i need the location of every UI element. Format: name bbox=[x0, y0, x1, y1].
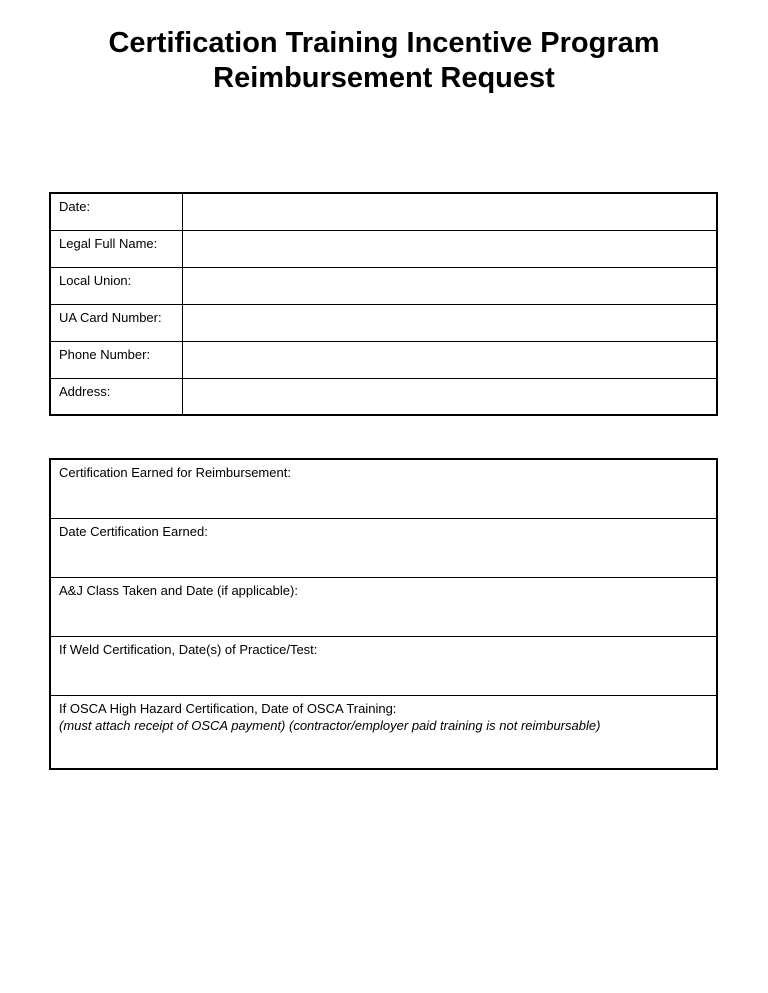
weld-certification-label: If Weld Certification, Date(s) of Practice/Test: bbox=[59, 641, 318, 657]
form-row-local-union bbox=[50, 267, 717, 304]
local-union-label: Local Union: bbox=[50, 267, 182, 304]
certification-info-table bbox=[49, 458, 718, 770]
phone-number-label: Phone Number: bbox=[50, 341, 182, 378]
ua-card-number-label: UA Card Number: bbox=[50, 304, 182, 341]
legal-full-name-field[interactable] bbox=[182, 230, 717, 267]
weld-certification-field[interactable] bbox=[50, 636, 717, 695]
phone-number-field[interactable] bbox=[182, 341, 717, 378]
personal-info-table bbox=[49, 192, 718, 416]
osca-training-field[interactable] bbox=[50, 695, 717, 769]
date-certification-earned-label: Date Certification Earned: bbox=[59, 523, 208, 539]
ua-card-number-field[interactable] bbox=[182, 304, 717, 341]
form-row-osca-training bbox=[50, 695, 717, 769]
aj-class-field[interactable] bbox=[50, 577, 717, 636]
form-row-weld-certification bbox=[50, 636, 717, 695]
certification-earned-field[interactable] bbox=[50, 459, 717, 518]
date-label: Date: bbox=[50, 193, 182, 230]
osca-training-label: If OSCA High Hazard Certification, Date of OSCA Training: bbox=[59, 700, 397, 716]
form-row-ua-card-number bbox=[50, 304, 717, 341]
aj-class-label: A&J Class Taken and Date (if applicable): bbox=[59, 582, 298, 598]
address-label: Address: bbox=[50, 378, 182, 415]
form-row-certification-earned bbox=[50, 459, 717, 518]
form-row-date bbox=[50, 193, 717, 230]
page-title bbox=[0, 26, 768, 96]
date-field[interactable] bbox=[182, 193, 717, 230]
date-certification-earned-field[interactable] bbox=[50, 518, 717, 577]
title-line-2: Reimbursement Request bbox=[213, 62, 555, 94]
form-row-address bbox=[50, 378, 717, 415]
form-row-aj-class bbox=[50, 577, 717, 636]
certification-earned-label: Certification Earned for Reimbursement: bbox=[59, 465, 291, 480]
legal-full-name-label: Legal Full Name: bbox=[50, 230, 182, 267]
form-row-legal-full-name bbox=[50, 230, 717, 267]
title-line-1: Certification Training Incentive Program bbox=[108, 27, 660, 59]
form-row-phone-number bbox=[50, 341, 717, 378]
form-row-date-certification-earned bbox=[50, 518, 717, 577]
osca-payment-note: (must attach receipt of OSCA payment) (contractor/employer paid training is not reimbursable) bbox=[59, 717, 601, 733]
address-field[interactable] bbox=[182, 378, 717, 415]
local-union-field[interactable] bbox=[182, 267, 717, 304]
